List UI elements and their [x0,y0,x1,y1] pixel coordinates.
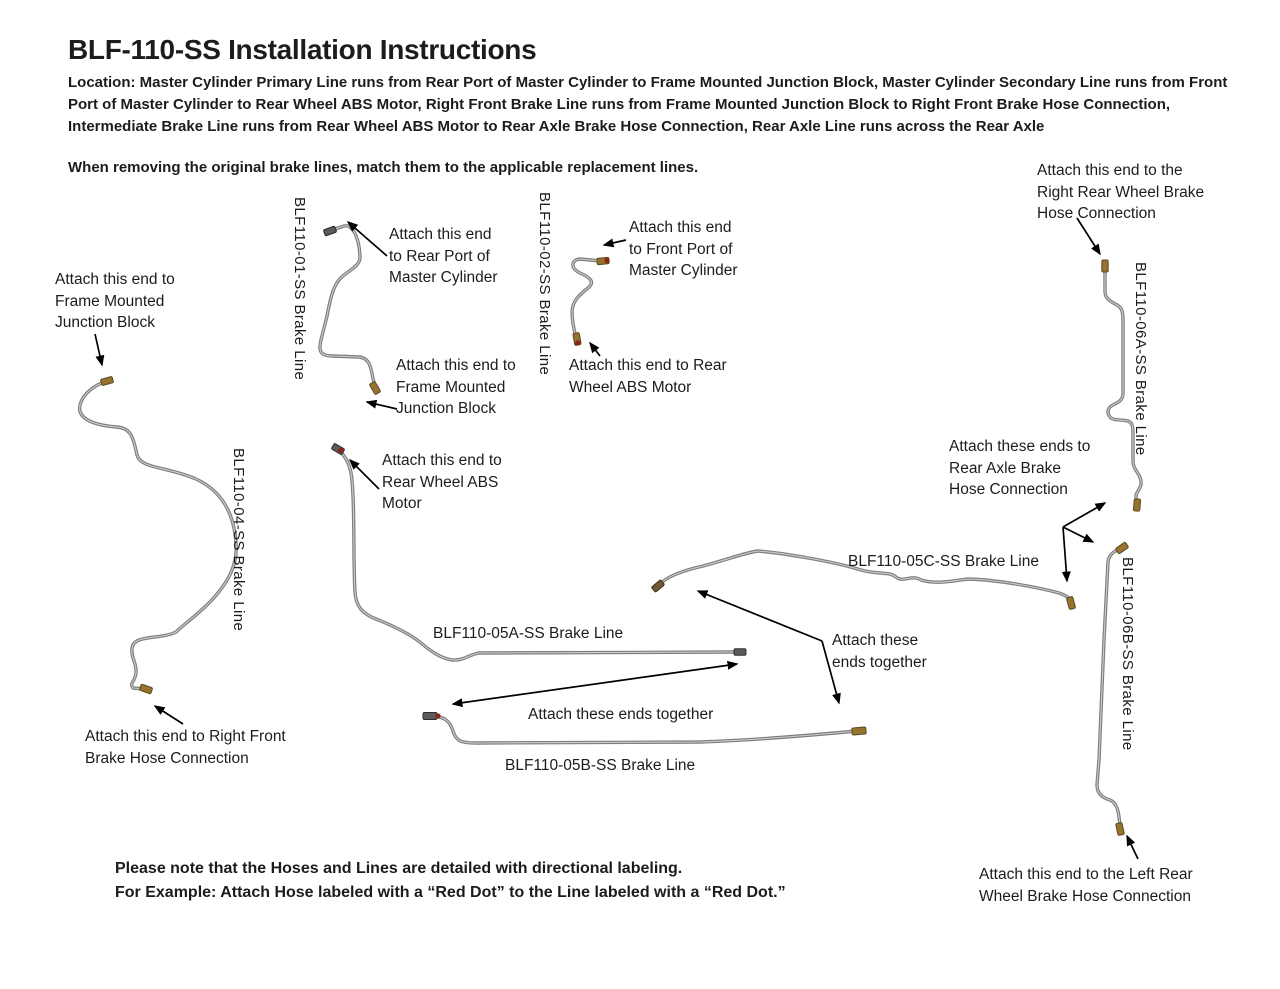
fitting-icon [100,376,113,385]
footer-note-line2: For Example: Attach Hose labeled with a “Red Dot” to the Line labeled with a “Red Dot.” [115,884,786,901]
callout-right-rear-hose: Attach this end to the Right Rear Wheel Brake Hose Connection [1037,162,1205,222]
callout-abs-motor-02: Attach this end to Rear Wheel ABS Motor [569,357,727,396]
brake-line-06b [1097,549,1121,827]
fitting-red-dot-icon [573,333,581,347]
fitting-red-dot-icon [597,257,610,264]
callout-frame-junction-01: Attach this end to Frame Mounted Junction Block [396,357,516,417]
arrow-rear-axle-2 [1063,527,1093,542]
fitting-icon [1115,542,1129,554]
fitting-icon [651,580,664,593]
fitting-icon [852,727,867,735]
arrow-frame-junction-01 [367,402,397,409]
arrow-rear-port [348,222,387,256]
arrow-front-port [604,240,626,245]
arrow-right-front-hose [155,706,183,724]
line-label-06a: BLF110-06A-SS Brake Line [1132,262,1149,456]
callout-right-front-hose: Attach this end to Right Front Brake Hose Connection [85,728,286,767]
location-paragraph: Location: Master Cylinder Primary Line runs from Rear Port of Master Cylinder to Frame Mounted Junction Block, Master Cylinder Secondary Line runs from Front Port of Master Cylinder to Rear Wheel ABS Motor, Right Front Brake Line runs from Frame Mounted Junction Block to Right Front Brake Hose Connection, Intermediate Brake Line runs from Rear Wheel ABS Motor to Rear Axle Brake Hose Connection, Rear Axle Line runs across the Rear Axle [68,74,1228,135]
callout-front-port: Attach this end to Front Port of Master Cylinder [629,219,738,279]
fitting-icon [139,684,152,694]
line-label-05a: BLF110-05A-SS Brake Line [433,625,624,642]
callout-rear-port: Attach this end to Rear Port of Master Cylinder [389,226,498,286]
line-label-05c: BLF110-05C-SS Brake Line [848,553,1039,570]
arrow-left-rear-hose [1127,836,1138,859]
fitting-icon [1116,822,1125,835]
fitting-red-dot-icon [331,443,345,455]
callout-frame-junction-left: Attach this end to Frame Mounted Junction Block [55,271,175,331]
callout-ends-together-right: Attach these ends together [832,632,927,671]
brake-line-04 [80,381,237,689]
footer-note-line1: Please note that the Hoses and Lines are detailed with directional labeling. [115,860,683,877]
fitting-icon [1133,499,1140,512]
line-label-04: BLF110-04-SS Brake Line [230,448,247,632]
arrow-abs-motor-05a [350,460,379,489]
fitting-icon [369,381,381,395]
fitting-red-dot-icon [423,713,441,720]
brake-line-01 [320,226,376,388]
line-label-02: BLF110-02-SS Brake Line [536,192,553,376]
line-label-06b: BLF110-06B-SS Brake Line [1119,557,1136,751]
arrow-rear-axle-1 [1063,503,1105,527]
brake-line-02 [572,259,601,337]
callout-ends-together-center: Attach these ends together [528,706,714,723]
callout-abs-motor-05a: Attach this end to Rear Wheel ABS Motor [382,452,502,512]
fitting-icon [1102,260,1108,272]
fitting-icon [734,649,746,655]
arrow-ends-together-center [453,664,737,704]
fitting-icon [1066,596,1075,609]
arrow-frame-junction-left [95,334,102,365]
line-label-01: BLF110-01-SS Brake Line [291,197,308,381]
footer-note [115,857,786,905]
intro-note: When removing the original brake lines, match them to the applicable replacement lines. [68,159,699,176]
fitting-icon [323,226,336,236]
arrow-ends-together-right-1 [698,591,822,641]
page-title: BLF-110-SS Installation Instructions [68,34,537,65]
callout-left-rear-hose: Attach this end to the Left Rear Wheel Brake Hose Connection [979,866,1193,905]
line-label-05b: BLF110-05B-SS Brake Line [505,757,696,774]
arrow-rear-axle-3 [1063,527,1067,581]
callout-rear-axle-hose: Attach these ends to Rear Axle Brake Hose Connection [949,438,1091,498]
